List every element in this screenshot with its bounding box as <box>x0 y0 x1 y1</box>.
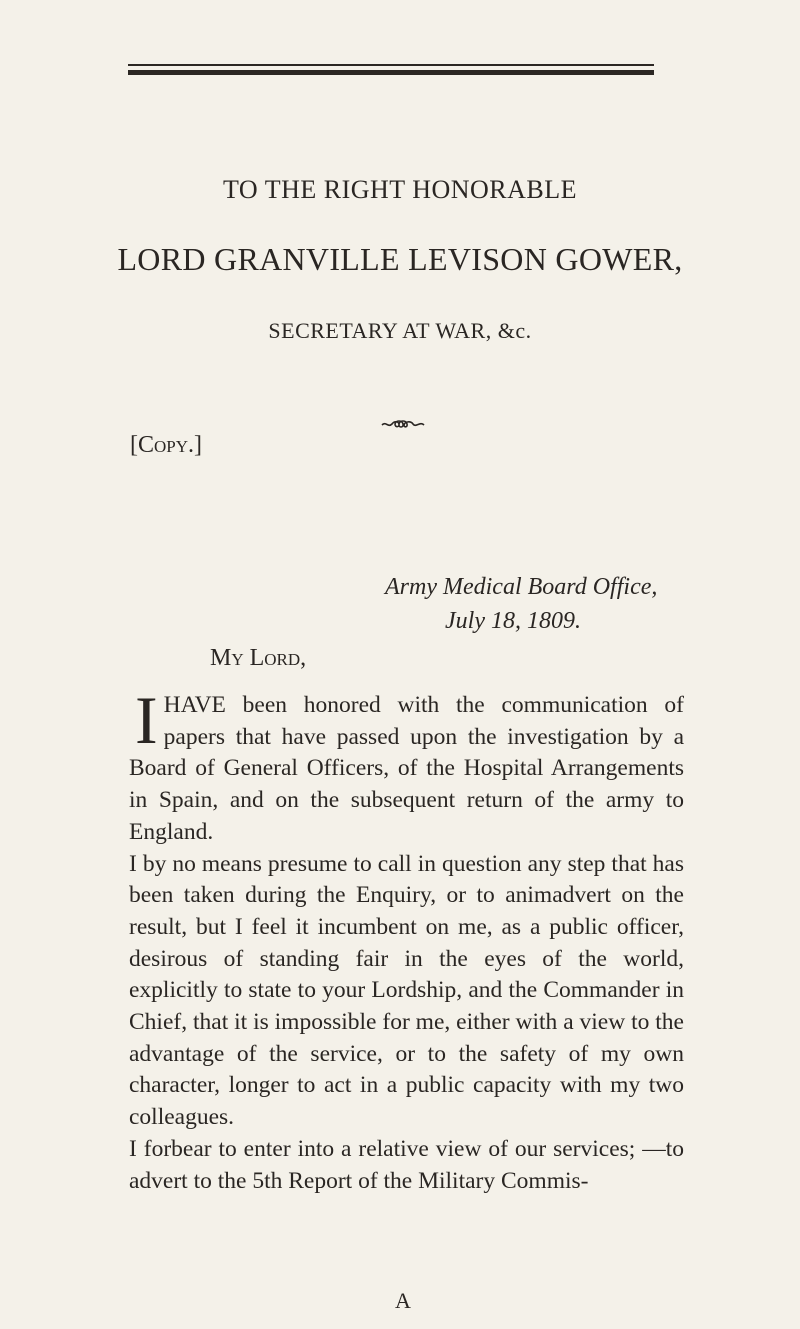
paragraph-3: I forbear to enter into a relative view of our services; —to advert to the 5th Report of the Military Commis- <box>129 1135 684 1194</box>
salutation: My Lord, <box>210 645 307 671</box>
dedication-line: TO THE RIGHT HONORABLE <box>222 175 578 204</box>
addressee-title: SECRETARY AT WAR, &c. <box>268 318 532 343</box>
top-rule-thick <box>128 70 654 75</box>
signature-mark: A <box>395 1288 411 1313</box>
paragraph-1-text: HAVE been honored with the communication of papers that have passed upon the investigation by a Board of General Officers, of the Hospital Arrangements in Spain, and on the subsequent return of the army to England. <box>129 692 684 845</box>
drop-cap: I <box>135 682 158 758</box>
letter-body <box>129 682 684 1197</box>
top-rule-thin <box>128 64 654 66</box>
copy-label: [Copy.] <box>130 432 203 458</box>
addressee-name: LORD GRANVILLE LEVISON GOWER, <box>117 241 683 277</box>
paragraph-2: I by no means presume to call in question any step that has been taken during the Enquiry, or to animadvert on the result, but I feel it incumbent on me, as a public officer, desirous of standing fair in the eyes of the world, explicitly to state to your Lordship, and the Commander in Chief, that it is impossible for me, either with a view to the advantage of the service, or to the safety of my own character, longer to act in a public capacity with my two colleagues. <box>129 850 684 1131</box>
dateline-date: July 18, 1809. <box>445 608 581 634</box>
dateline-office: Army Medical Board Office, <box>385 574 658 600</box>
flourish-ornament-icon <box>380 418 426 430</box>
paragraph-1 <box>129 682 684 849</box>
